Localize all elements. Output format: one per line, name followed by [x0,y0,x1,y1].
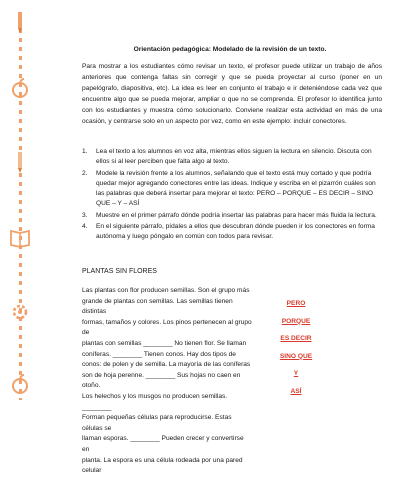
list-item [82,169,382,210]
step-number: 3. [82,211,88,219]
step-number: 2. [82,169,88,177]
step-number: 4. [82,223,88,231]
connector-word: Y [293,370,299,377]
connector-word: PORQUE [281,317,311,325]
story-line: son de hoja perenne. ________ Sus hojas no caen en [82,371,241,379]
story-line: Forman pequeñas células para reproducirse. Estas células se [82,414,232,432]
steps-list [82,147,382,244]
section-heading: PLANTAS SIN FLORES [82,268,157,275]
story-line: Las plantas con flor producen semillas. Son el grupo más [82,287,250,294]
step-text: Lea el texto a los alumnos en voz alta, mientras ellos siguen la lectura en silencio. Discuta con ellos si al leer perciben que falta algo al texto. [96,148,372,166]
story-line: otoño. [82,382,101,390]
book-icon [8,226,32,250]
story-line: coníferas. ________ Tienen conos. Hay dos tipos de [82,350,236,358]
story-line: grande de plantas con semillas. Las semillas tienen distintas [82,297,233,316]
list-item [82,211,382,221]
story-line: plantas con semillas ________ No tienen flor. Se llaman [82,339,247,347]
story-line: conos: de polen y de semilla. La mayoría de las coníferas [82,361,251,369]
list-item [82,147,382,168]
story-line: llaman esporas. ________ Pueden crecer y convertirse en [82,435,244,453]
apple-icon [8,372,32,396]
connector-word: ASÍ [290,387,302,395]
connector-word: PERO [286,300,306,307]
pencil-icon [8,10,32,34]
pencil-icon [8,150,32,174]
connector-word-list [268,300,324,405]
list-item [82,222,382,243]
step-text: En el siguiente párrafo, pídales a ellos que descubran dónde pueden ir los conectores en forma autónoma y luego póngalo en común con todos para revisar. [96,223,375,241]
gear-icon [8,300,32,324]
story-text [82,286,252,477]
step-text: Modele la revisión frente a los alumnos, señalando que el texto está muy cortado y que podría quedar mejor agregando conectores entre las ideas. Indique y escriba en el pizarrón cuáles son las palabras que deberá insertar para mejorar el texto: PERO – PORQUE – ES DECIR – SINO QUE – Y – ASÍ [96,169,376,208]
decorative-margin [0,0,40,400]
step-text: Muestre en el primer párrafo dónde podría insertar las palabras para hacer más fluida la lectura. [96,211,377,219]
intro-paragraph: Para mostrar a los estudiantes cómo revisar un texto, el profesor puede utilizar un trabajo de años anteriores que contenga faltas sin corregir y que se pueda proyectar al curso (poner en un papelógrafo, diapositiva, etc). La idea es leer en conjunto el trabajo e ir deteniéndose cada vez que encuentre algo que se pueda mejorar, ampliar o que no se comprenda. El profesor lo identifica junto con los estudiantes y muestra cómo solucionarlo. Conviene realizar esta actividad en más de una ocasión, y centrarse solo en un aspecto por vez, como en este ejemplo: incluir conectores. [82,63,382,125]
connector-word: SINO QUE [279,352,313,360]
connector-word: ES DECIR [280,335,312,342]
page-title: Orientación pedagógica: Modelado de la revisión de un texto. [133,46,327,53]
story-line: formas, tamaños y colores. Los pinos pertenecen al grupo de [82,318,252,337]
story-line: Los helechos y los musgos no producen semillas. ________ [82,392,228,411]
apple-icon [8,76,32,100]
story-line: planta. La espora es una célula rodeada por una pared celular [82,456,243,475]
step-number: 1. [82,148,88,155]
